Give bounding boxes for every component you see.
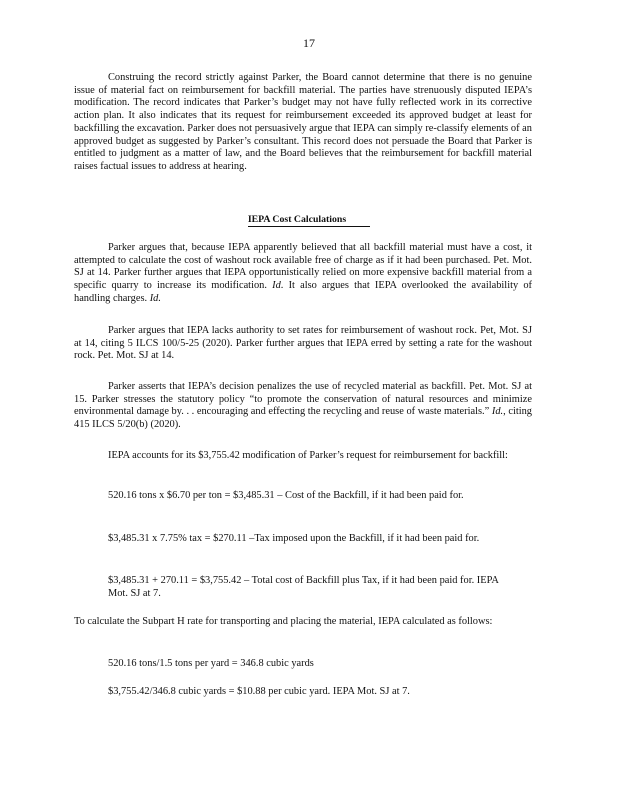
paragraph-text: To calculate the Subpart H rate for transporting and placing the material, IEPA calculated as follows: xyxy=(74,616,493,627)
paragraph-recycled xyxy=(74,381,532,432)
paragraph-backfill-record xyxy=(74,72,532,174)
paragraph-text: IEPA accounts for its $3,755.42 modification of Parker’s request for reimbursement for backfill: xyxy=(108,450,508,461)
paragraph-text: . It also argues that IEPA overlooked the availability of handling charges. xyxy=(74,280,532,304)
paragraph-washout-cost xyxy=(74,242,532,306)
calculation-total: $3,485.31 + 270.11 = $3,755.42 – Total cost of Backfill plus Tax, if it had been paid for. IEPA Mot. SJ at 7. xyxy=(108,575,499,599)
paragraph-text: Parker asserts that IEPA’s decision penalizes the use of recycled material as backfill. Pet. Mot. SJ at 15. Parker stresses the statutory policy “to promote the conservation of natural resources and minimize environmental damage by. . . encouraging and effecting the recycling and reuse of waste materials.” xyxy=(74,381,532,418)
section-heading xyxy=(0,214,618,225)
section-heading-text: IEPA Cost Calculations xyxy=(248,214,370,227)
citation-id: Id. xyxy=(491,406,504,418)
citation-id: Id. xyxy=(149,292,161,304)
paragraph-text: , citing 415 ILCS 5/20(b) (2020). xyxy=(74,406,532,431)
calculation-backfill-cost: 520.16 tons x $6.70 per ton = $3,485.31 – Cost of the Backfill, if it had been paid for. xyxy=(108,490,464,501)
paragraph-authority xyxy=(74,325,532,363)
calculation-rate: $3,755.42/346.8 cubic yards = $10.88 per cubic yard. IEPA Mot. SJ at 7. xyxy=(108,686,410,697)
paragraph-text: Parker argues that, because IEPA apparently believed that all backfill material must have a cost, it attempted to calculate the cost of washout rock available free of charge as if it had been purchased. Pet. Mot. SJ at 14. Parker further argues that IEPA opportunistically relied on more expensive backfill material from a specific quarry to increase its modification. xyxy=(74,242,532,292)
page-number: 17 xyxy=(303,36,315,50)
calculation-cubic-yards: 520.16 tons/1.5 tons per yard = 346.8 cubic yards xyxy=(108,658,314,669)
calculation-tax: $3,485.31 x 7.75% tax = $270.11 –Tax imposed upon the Backfill, if it had been paid for. xyxy=(108,533,480,544)
paragraph-text: Parker argues that IEPA lacks authority to set rates for reimbursement of washout rock. Pet, Mot. SJ at 14, citing 5 ILCS 100/5-25 (2020). Parker further argues that IEPA erred by setting a rate for the washout rock. Pet. Mot. SJ at 14. xyxy=(74,325,532,362)
citation-id: Id xyxy=(272,280,281,292)
paragraph-modification xyxy=(74,450,532,463)
paragraph-text: Construing the record strictly against Parker, the Board cannot determine that there is no genuine issue of material fact on reimbursement for backfill material. The parties have strenuously disputed IEPA’s modification. The record indicates that Parker’s budget may not have fully reflected work in its corrective action plan. It also indicates that its request for reimbursement exceeded its approved budget at least for backfilling the excavation. Parker does not persuasively argue that IEPA can simply re-classify elements of an approved budget as suggested by Parker’s consultant. This record does not persuade the Board that Parker is entitled to judgment as a matter of law, and the Board believes that the reimbursement for backfill material raises factual issues to address at hearing. xyxy=(74,72,532,172)
paragraph-subpart-h xyxy=(74,616,532,629)
